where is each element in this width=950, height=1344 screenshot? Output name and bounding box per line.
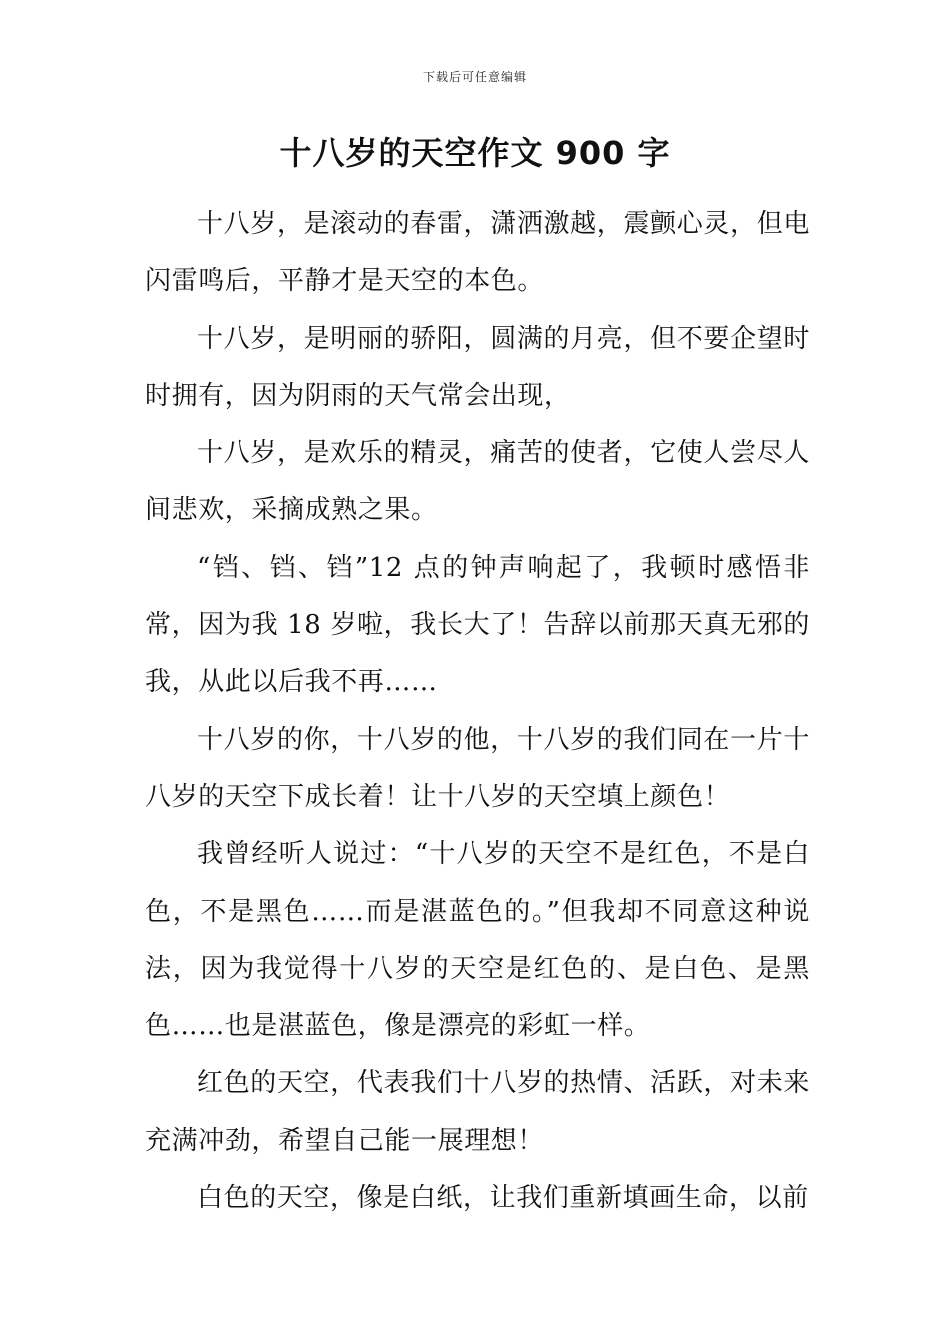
paragraph: “铛、铛、铛”12 点的钟声响起了，我顿时感悟非常，因为我 18 岁啦，我长大了！告辞以前那天真无邪的我，从此以后我不再……: [145, 552, 810, 698]
paragraph: 十八岁，是明丽的骄阳，圆满的月亮，但不要企望时时拥有，因为阴雨的天气常会出现，: [145, 323, 810, 411]
page-title: 十八岁的天空作文 900 字: [279, 134, 671, 172]
paragraph: 红色的天空，代表我们十八岁的热情、活跃，对未来充满冲劲，希望自己能一展理想！: [145, 1068, 810, 1156]
paragraph: 十八岁，是欢乐的精灵，痛苦的使者，它使人尝尽人间悲欢，采摘成熟之果。: [145, 438, 810, 526]
paragraph: 十八岁的你，十八岁的他，十八岁的我们同在一片十八岁的天空下成长着！让十八岁的天空填上颜色！: [145, 724, 810, 812]
paragraph: 白色的天空，像是白纸，让我们重新填画生命，以前: [197, 1183, 809, 1214]
article-body: [145, 196, 810, 1227]
paragraph: 十八岁，是滚动的春雷，潇洒激越，震颤心灵，但电闪雷鸣后，平静才是天空的本色。: [145, 209, 810, 297]
paragraph: 我曾经听人说过：“十八岁的天空不是红色，不是白色，不是黑色……而是湛蓝色的。”但我却不同意这种说法，因为我觉得十八岁的天空是红色的、是白色、是黑色……也是湛蓝色，像是漂亮的彩虹一样。: [145, 839, 810, 1042]
header-note: 下载后可任意编辑: [422, 70, 527, 84]
